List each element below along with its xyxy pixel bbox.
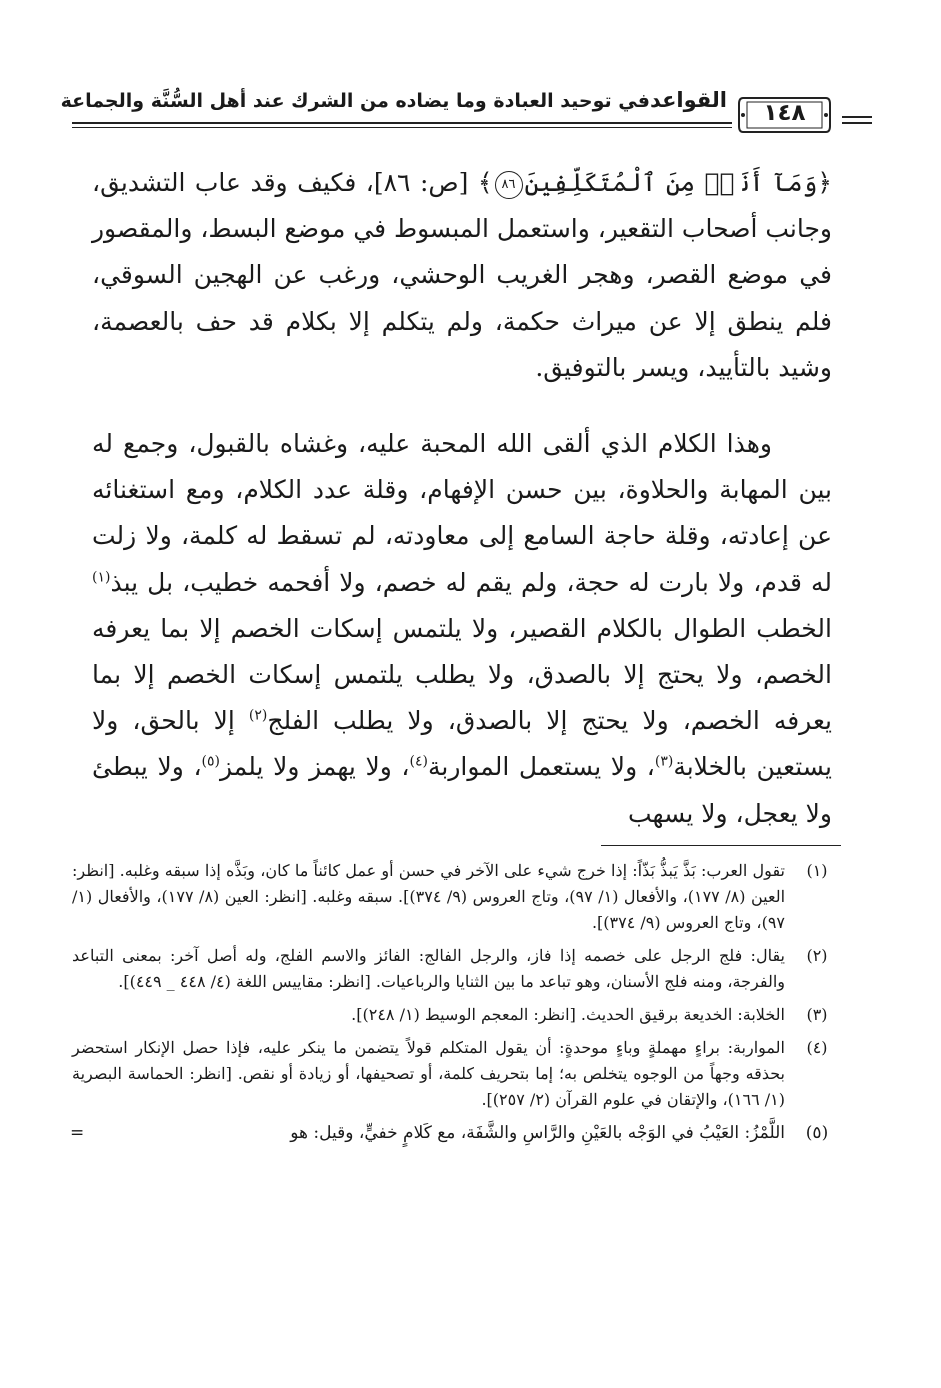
footnote-4 xyxy=(72,1035,837,1113)
footnote-number: (٢) xyxy=(806,946,828,965)
paragraph-2 xyxy=(92,421,832,837)
footnote-ref-1[interactable]: (١) xyxy=(92,569,111,586)
footnote-number: (٣) xyxy=(806,1005,828,1024)
quran-verse-close: ﴾ xyxy=(477,168,493,197)
header-rule xyxy=(72,122,732,124)
continuation-mark: = xyxy=(70,1123,85,1143)
footnote-number: (١) xyxy=(806,861,828,880)
paragraph-2-part-e: ، ولا يهمز ولا يلمز xyxy=(220,752,410,782)
ayah-number-icon: ٨٦ xyxy=(495,171,523,199)
footnote-divider xyxy=(601,845,841,846)
paragraph-2-part-c: إلا بالحق، ولا يستعين بالخلابة xyxy=(92,706,832,782)
running-title-rest: في توحيد العبادة وما يضاده من الشرك عند أهل السُّنَّة والجماعة xyxy=(60,90,650,112)
quran-verse: ﴿وَمَآ أَنَا۠ مِنَ ٱلْمُتَكَلِّفِينَ xyxy=(524,168,832,197)
footnote-text: الخلابة: الخديعة برقيق الحديث. [انظر: المعجم الوسيط (١/ ٢٤٨)]. xyxy=(351,1005,785,1024)
paragraph-1 xyxy=(92,160,832,391)
footnote-number: (٤) xyxy=(806,1038,828,1057)
page-number-frame xyxy=(737,94,832,136)
footnote-ref-4[interactable]: (٤) xyxy=(409,754,428,771)
paragraph-1-text: [ص: ٨٦]، فكيف وقد عاب التشديق، وجانب أصحاب التقعير، واستعمل المبسوط في موضع البسط، والمقصور في موضع القصر، وهجر الغريب الوحشي، ورغب عن الهجين السوقي، فلم ينطق إلا عن ميراث حكمة، ولم يتكلم إلا بكلام قد حف بالعصمة، وشيد بالتأييد، ويسر بالتوفيق. xyxy=(91,168,832,382)
footnote-ref-3[interactable]: (٣) xyxy=(654,754,674,771)
footnote-3 xyxy=(72,1002,837,1028)
footnote-text: تقول العرب: بَذَّ يَبذُّ بَذّاً: إذا خرج شيء على الآخر في حسن أو عمل كائناً ما كان، وبَذَّه إذا سبقه وغلبه. [انظر: العين (٨/ ١٧٧)، والأفعال (١/ ٩٧)، وتاج العروس (٩/ ٣٧٤)]. سبقه وغلبه. [انظر: العين (٨/ ١٧٧)، والأفعال (١/ ٩٧)، وتاج العروس (٩/ ٣٧٤)]. xyxy=(72,861,786,932)
main-text xyxy=(92,160,832,837)
running-title xyxy=(61,88,727,112)
footnote-text: يقال: فلج الرجل على خصمه إذا فاز، والرجل الفالج: الفائز والاسم الفلج، وله أصل آخر: بمعنى التباعد والفرجة، ومنه فلج الأسنان، وهو تباعد ما بين الثنايا والرباعيات. [انظر: مقاييس اللغة (٤/ ٤٤٨ _ ٤٤٩)]. xyxy=(72,946,785,991)
running-title-lead: القواعد xyxy=(649,88,727,112)
footnote-2 xyxy=(72,943,837,995)
header-rule-thin xyxy=(72,127,732,128)
paragraph-2-part-b: الخطب الطوال بالكلام القصير، ولا يلتمس إسكات الخصم إلا بما يعرفه الخصم، ولا يحتج إلا بالصدق، ولا يطلب يلتمس إسكات الخصم إلا بما يعرفه الخصم، ولا يحتج إلا بالصدق، ولا يطلب الفلج xyxy=(92,613,832,736)
page-header xyxy=(60,80,832,150)
footnote-1 xyxy=(72,858,837,936)
page-number: ١٤٨ xyxy=(763,100,806,126)
footnote-number: (٥) xyxy=(805,1123,829,1143)
footnotes xyxy=(72,858,837,1153)
footnote-ref-2[interactable]: (٢) xyxy=(248,707,268,724)
paragraph-2-part-a: وهذا الكلام الذي ألقى الله المحبة عليه، وغشاه بالقبول، وجمع له بين المهابة والحلاوة، بين حسن الإفهام، وقلة عدد الكلام، ومع استغنائه عن إعادته، وقلة حاجة السامع إلى معاودته، لم تسقط له كلمة، ولا زلت له قدم، ولا بارت له حجة، ولم يقم له خصم، ولا أفحمه خطيب، بل يبذ xyxy=(92,429,832,597)
footnote-text: المواربة: براءٍ مهملةٍ وباءٍ موحدةٍ: أن يقول المتكلم قولاً يتضمن ما ينكر عليه، فإذا حصل الإنكار استحضر بحذقه وجهاً من الوجوه يتخلص به؛ إما بتحريف كلمة، أو تصحيفها، أو زيادة أو نقص. [انظر: الحماسة البصرية (١/ ١٦٦)، والإتقان في علوم القرآن (٢/ ٢٥٧)]. xyxy=(72,1038,785,1109)
paragraph-2-part-f: ، ولا يبطئ ولا يعجل، ولا يسهب xyxy=(92,752,832,828)
footnote-ref-5[interactable]: (٥) xyxy=(201,754,220,771)
paragraph-2-part-d: ، ولا يستعمل المواربة xyxy=(427,752,655,782)
footnote-5 xyxy=(72,1120,837,1146)
header-rule-right xyxy=(842,116,872,126)
footnote-text: اللَّمْزُ: العَيْبُ في الوَجْه بالعَيْنِ والرَّاسِ والشَّفَة، مع كَلامٍ خفيٍّ، وقيل: هو xyxy=(290,1123,785,1143)
